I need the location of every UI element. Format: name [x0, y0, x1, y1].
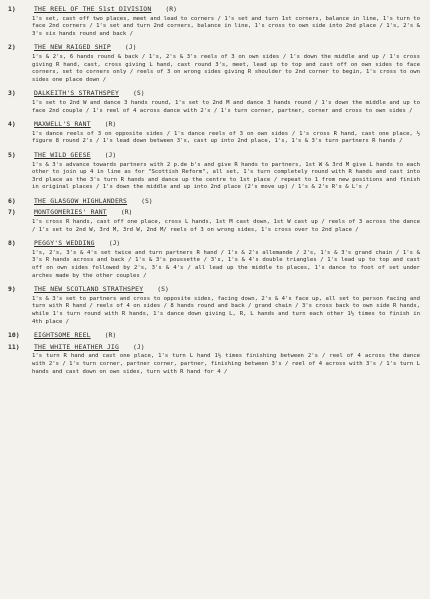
dance-type: (R)	[104, 120, 117, 129]
dance-entry	[8, 332, 420, 340]
dance-number: 1)	[8, 5, 16, 13]
dance-type: (R)	[104, 331, 117, 340]
dance-instructions: 1's & 3's set to partners and cross to opposite sides, facing down, 2's & 4's face up, all set to person facing and turn with R hand / reels of 4 on sides / 8 hands round and back / grand chain / 3's cross back to own side R hands, while 1's turn round with R hands, 1's dance down giving L, R, L hands and turn each other 1½ times to finish in 4th place /	[32, 295, 420, 325]
dance-title: EIGHTSOME REEL	[34, 331, 91, 340]
dance-number: 10)	[8, 331, 20, 340]
dance-entry	[8, 152, 420, 192]
dance-title: PEGGY'S WEDDING	[34, 239, 95, 248]
dance-title: THE NEW RAIGED SHIP	[34, 43, 111, 52]
dance-title: MONTGOMERIES' RANT	[34, 208, 107, 217]
dance-instructions: 1's dance reels of 3 on opposite sides / 1's dance reels of 3 on own sides / 1's cross R hand, cast one place, ½ figure 8 round 2's / 1's lead down between 3's, cast up into 2nd place, 1's, 1's & 3's turn partners R hands /	[32, 130, 420, 145]
dance-entry	[8, 209, 420, 234]
dance-type: (S)	[133, 89, 145, 98]
dance-title: THE NEW SCOTLAND STRATHSPEY	[34, 285, 144, 294]
dance-instructions: 1's set, cast off two places, meet and lead to corners / 1's set and turn 1st corners, balance in line, 1's turn to face 2nd corners / 1's set and turn 2nd corners, balance in line, 1's cross to own side into 2nd place / 1's, 2's & 3's six hands round and back /	[32, 15, 420, 37]
dance-entry	[8, 198, 420, 206]
dance-number: 6)	[8, 196, 16, 205]
dance-number: 9)	[8, 285, 16, 294]
dance-number: 7)	[8, 208, 16, 217]
dance-type: (J)	[124, 43, 137, 52]
dance-entry	[8, 344, 420, 376]
dance-type: (S)	[141, 196, 153, 205]
dance-instructions: 1's cross R hands, cast off one place, cross L hands, 1st M cast down, 1st W cast up / reels of 3 across the dance / 1's set to 2nd W, 3rd M, 3rd W, 2nd M/ reels of 3 on wrong sides, 1's cross over to 2nd place /	[32, 219, 420, 233]
dance-instructions: 1's & 3's advance towards partners with 2 p.de b's and give R hands to partners, 1st W & 3rd M give L hands to each other to join up 4 in line as for "Scottish Reform", all set, 1's turn completely round with R hands and cast into 3rd place as the 3's turn R hands and dance up the centre to 1st place / repeat to 1 from new positions and finish in original places / 1's down the middle and up into 2nd place (2's move up) / 1's & 2's R's & L's /	[32, 161, 420, 191]
dance-type: (R)	[165, 5, 177, 13]
dance-title: MAXWELL'S RANT	[34, 120, 91, 129]
dance-title: DALKEITH'S STRATHSPEY	[34, 89, 119, 98]
dance-instructions: 1's & 2's, 6 hands round & back / 1's, 2's & 3's reels of 3 on own sides / 1's down the middle and up / 1's cross giving R hand, cast, cross giving L hand, cast round 3's, meet, lead up to top and cast off on own sides to face corners, set to corners only / reels of 3 on wrong sides giving R shoulder to 2nd corner to begin, 1's cross to own sides one place down /	[32, 53, 420, 83]
dance-title: THE WILD GEESE	[34, 150, 91, 159]
dance-title: THE GLASGOW HIGHLANDERS	[34, 196, 128, 205]
dance-type: (J)	[104, 150, 117, 159]
dance-type: (S)	[157, 285, 169, 294]
dance-number: 8)	[8, 239, 16, 248]
dance-instructions: 1's, 2's, 3's & 4's set twice and turn partners R hand / 1's & 2's allemande / 2's, 1's & 3's grand chain / 1's & 3's R hands across and back / 1's & 3's poussette / 3's, 1's & 4's double triangles / 1's lead up to top and cast off on own sides followed by 2's, 3's & 4's / all lead up the middle to places, 1's dance to foot of set under arches made by the other couples /	[32, 249, 420, 279]
dance-entry	[8, 6, 420, 38]
dance-instructions: 1's turn R hand and cast one place, 1's turn L hand 1½ times finishing between 2's / reel of 4 across the dance with 2's / 1's turn corner, partner corner, partner, finishing between 3's / reel of 4 across with 3's / 1's turn L hands and cast down on own sides, turn with R hand for 4 /	[32, 353, 420, 375]
dance-title: THE REEL OF THE 51st DIVISION	[34, 5, 152, 13]
dance-entry	[8, 90, 420, 115]
dance-entry	[8, 286, 420, 326]
dance-type: (J)	[108, 239, 121, 248]
dance-number: 5)	[8, 150, 16, 159]
dance-title: THE WHITE HEATHER JIG	[34, 342, 119, 351]
dance-entry	[8, 121, 420, 146]
dance-entry	[8, 240, 420, 280]
dance-instructions: 1's set to 2nd W and dance 3 hands round, 1's set to 2nd M and dance 3 hands round / 1's down the middle and up to face 2nd couple / 1's reel of 4 across dance with 2's / 1's turn corner, partner, corner and cross to own sides /	[32, 99, 420, 114]
dance-type: (J)	[133, 342, 145, 351]
dance-type: (R)	[120, 208, 133, 217]
dance-entry	[8, 44, 420, 84]
dance-number: 11)	[8, 342, 20, 351]
dance-number: 3)	[8, 89, 16, 98]
dance-number: 4)	[8, 120, 16, 129]
dance-number: 2)	[8, 43, 16, 52]
